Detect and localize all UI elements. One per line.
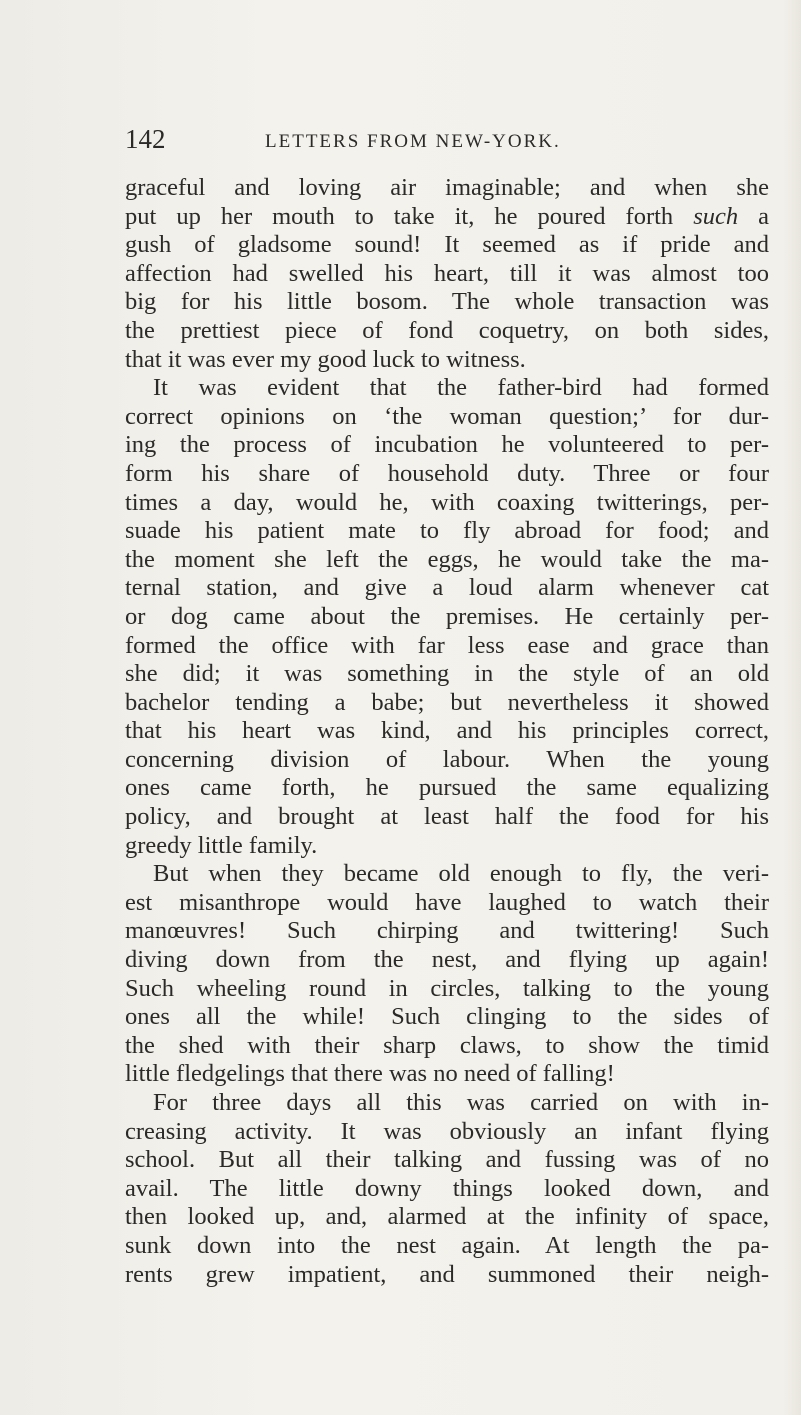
- text-line: formed the office with far less ease and grace than: [125, 631, 769, 659]
- text-line: school. But all their talking and fussing was of no: [125, 1146, 769, 1174]
- text-line: she did; it was something in the style of an old: [125, 660, 769, 688]
- text-line: ternal station, and give a loud alarm whenever cat: [125, 574, 769, 602]
- running-head: LETTERS FROM NEW-YORK.: [265, 131, 561, 152]
- text-line: the shed with their sharp claws, to show the timid: [125, 1031, 769, 1059]
- text-line: It was evident that the father-bird had formed: [153, 374, 769, 402]
- page-header: [125, 124, 765, 164]
- text-line: rents grew impatient, and summoned their neigh-: [125, 1260, 769, 1288]
- text-line: creasing activity. It was obviously an infant flying: [125, 1117, 769, 1145]
- text-line: big for his little bosom. The whole transaction was: [125, 288, 769, 316]
- text-line: [125, 203, 769, 232]
- page-edge-shadow: [783, 0, 801, 1415]
- text-line: avail. The little downy things looked down, and: [125, 1174, 769, 1202]
- text-line: correct opinions on ‘the woman question;’ for dur-: [125, 402, 769, 430]
- page-number: 142: [125, 124, 166, 154]
- text-line: ones all the while! Such clinging to the sides of: [125, 1003, 769, 1031]
- text-line: the moment she left the eggs, he would take the ma-: [125, 545, 769, 573]
- text-line: suade his patient mate to fly abroad for food; and: [125, 517, 769, 545]
- text-line: Such wheeling round in circles, talking to the young: [125, 974, 769, 1002]
- text-line: ones came forth, he pursued the same equalizing: [125, 774, 769, 802]
- text-line: For three days all this was carried on with in-: [153, 1089, 769, 1116]
- text-line: gush of gladsome sound! It seemed as if pride and: [125, 231, 769, 259]
- text-line: concerning division of labour. When the young: [125, 745, 769, 773]
- text-line: policy, and brought at least half the food for his: [125, 803, 769, 831]
- text-line: or dog came about the premises. He certainly per-: [125, 602, 769, 630]
- text-line: that his heart was kind, and his principles correct,: [125, 717, 769, 745]
- text-line: sunk down into the nest again. At length the pa-: [125, 1231, 769, 1259]
- text-line: graceful and loving air imaginable; and when she: [125, 174, 769, 201]
- text-line: est misanthrope would have laughed to watch their: [125, 888, 769, 916]
- text-line: affection had swelled his heart, till it was almost too: [125, 259, 769, 287]
- text-line: that it was ever my good luck to witness.: [125, 345, 526, 373]
- text-line: then looked up, and, alarmed at the infinity of space,: [125, 1203, 769, 1231]
- text-run: put up her mouth to take it, he poured forth: [125, 202, 694, 230]
- text-line: greedy little family.: [125, 831, 318, 859]
- text-line: But when they became old enough to fly, the veri-: [153, 860, 769, 888]
- text-line: little fledgelings that there was no need of falling!: [125, 1060, 615, 1088]
- text-run: a: [738, 202, 769, 230]
- text-line: diving down from the nest, and flying up again!: [125, 946, 769, 974]
- text-line: bachelor tending a babe; but nevertheless it showed: [125, 688, 769, 716]
- text-line: manœuvres! Such chirping and twittering! Such: [125, 917, 769, 945]
- text-line: ing the process of incubation he volunteered to per-: [125, 431, 769, 459]
- italic-word: such: [693, 202, 739, 230]
- text-line: form his share of household duty. Three or four: [125, 459, 769, 487]
- text-line: the prettiest piece of fond coquetry, on both sides,: [125, 316, 769, 344]
- body-text: [125, 174, 769, 1289]
- text-line: times a day, would he, with coaxing twitterings, per-: [125, 488, 769, 516]
